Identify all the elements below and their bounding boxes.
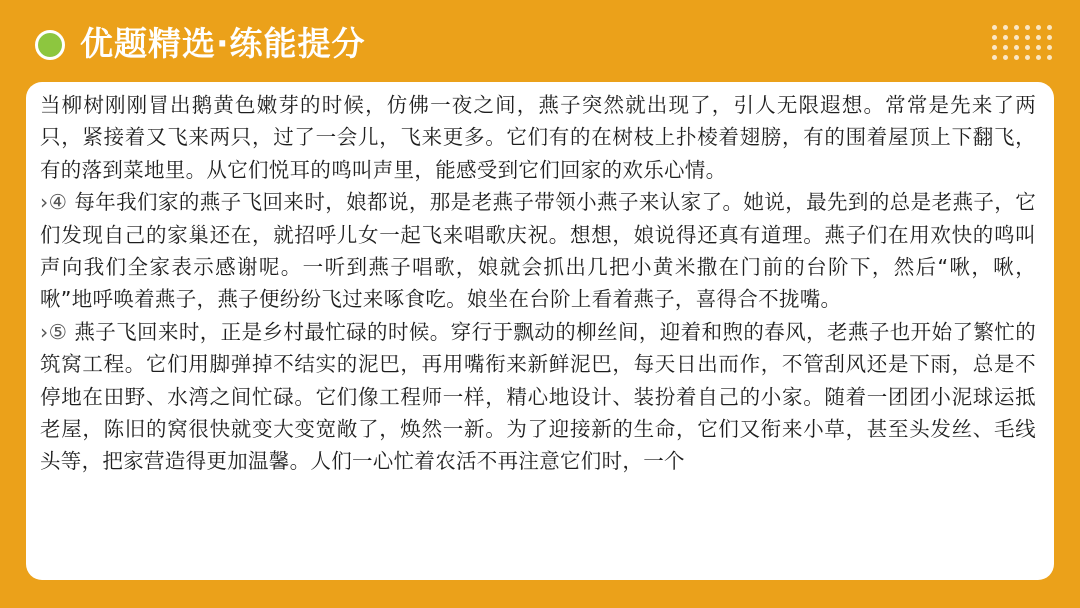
decoration-dot	[1047, 35, 1052, 40]
decoration-dot	[1047, 45, 1052, 50]
decoration-dot	[992, 35, 997, 40]
decoration-dot	[1003, 35, 1008, 40]
paragraph-1	[40, 89, 1036, 186]
paragraph-5-marker: ›⑤	[40, 319, 75, 344]
decoration-dot	[992, 45, 997, 50]
header	[0, 0, 1080, 82]
decoration-dot	[1047, 55, 1052, 60]
decoration-dot	[1014, 45, 1019, 50]
decoration-dot	[1036, 55, 1041, 60]
decoration-dot	[1025, 25, 1030, 30]
decoration-dot	[1036, 35, 1041, 40]
decoration-dot	[1003, 25, 1008, 30]
decoration-dot	[992, 55, 997, 60]
decoration-dot	[1003, 45, 1008, 50]
decoration-dot	[1025, 35, 1030, 40]
green-circle-icon	[35, 30, 65, 60]
paragraph-1-text: 当柳树刚刚冒出鹅黄色嫩芽的时候，仿佛一夜之间，燕子突然就出现了，引人无限遐想。常常是先来了两只，紧接着又飞来两只，过了一会儿，飞来更多。它们有的在树枝上扑棱着翅膀，有的围着屋顶上下翻飞，有的落到菜地里。从它们悦耳的鸣叫声里，能感受到它们回家的欢乐心情。	[40, 93, 1036, 182]
paragraph-5-text: 燕子飞回来时，正是乡村最忙碌的时候。穿行于飘动的柳丝间，迎着和煦的春风，老燕子也开始了繁忙的筑窝工程。它们用脚弹掉不结实的泥巴，再用嘴衔来新鲜泥巴，每天日出而作，不管刮风还是下雨，总是不停地在田野、水湾之间忙碌。它们像工程师一样，精心地设计、装扮着自己的小家。随着一团团小泥球运抵老屋，陈旧的窝很快就变大变宽敞了，焕然一新。为了迎接新的生命，它们又衔来小草，甚至头发丝、毛线头等，把家营造得更加温馨。人们一心忙着农活不再注意它们时，一个	[40, 319, 1037, 474]
decoration-dot	[1025, 45, 1030, 50]
paragraph-4-text: 每年我们家的燕子飞回来时，娘都说，那是老燕子带领小燕子来认家了。她说，最先到的总是老燕子，它们发现自己的家巢还在，就招呼儿女一起飞来唱歌庆祝。想想，娘说得还真有道理。燕子们在用欢快的鸣叫声向我们全家表示感谢呢。一听到燕子唱歌，娘就会抓出几把小黄米撒在门前的台阶下，然后“啾，啾，啾”地呼唤着燕子，燕子便纷纷飞过来啄食吃。娘坐在台阶上看着燕子，喜得合不拢嘴。	[40, 190, 1037, 312]
decoration-dot	[1036, 25, 1041, 30]
decoration-dot	[1014, 35, 1019, 40]
passage-card	[26, 82, 1054, 580]
paragraph-4-marker: ›④	[40, 190, 75, 215]
paragraph-5	[40, 316, 1036, 478]
paragraph-4	[40, 186, 1036, 316]
decoration-dot	[1003, 55, 1008, 60]
page-title: 优题精选·练能提分	[80, 24, 366, 63]
dot-grid-icon	[992, 25, 1060, 63]
decoration-dot	[1014, 25, 1019, 30]
decoration-dot	[1047, 25, 1052, 30]
decoration-dot	[1036, 45, 1041, 50]
decoration-dot	[1025, 55, 1030, 60]
decoration-dot	[992, 25, 997, 30]
decoration-dot	[1014, 55, 1019, 60]
